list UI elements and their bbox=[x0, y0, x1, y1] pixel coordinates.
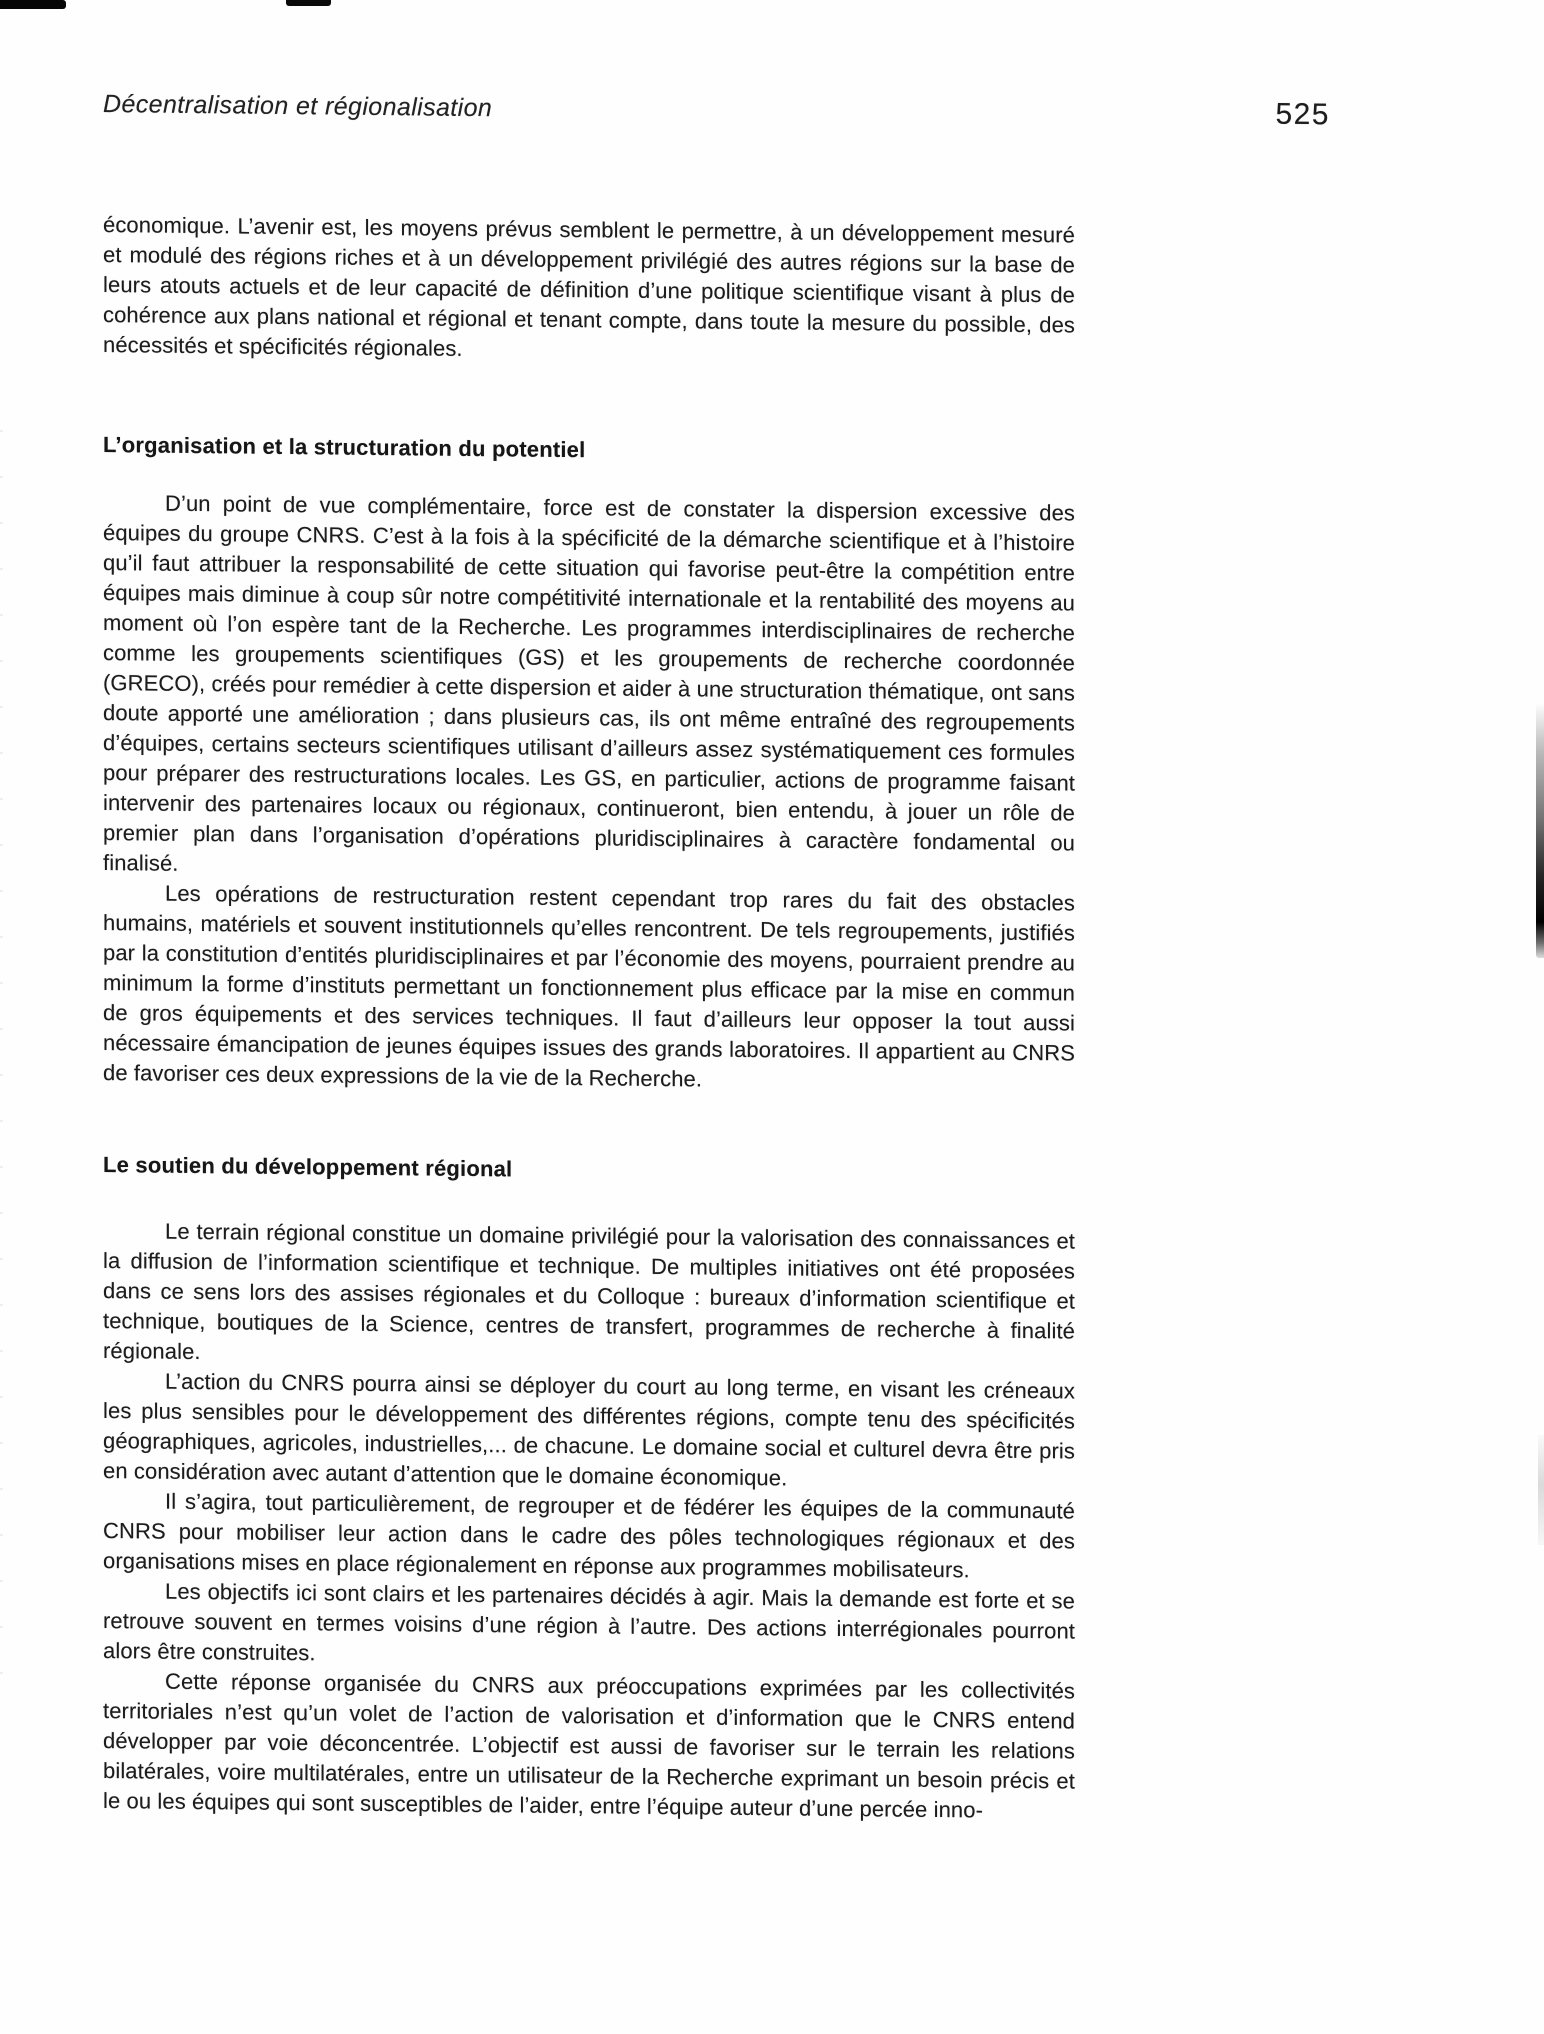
document-body bbox=[103, 210, 1075, 1827]
page-number: 525 bbox=[1275, 97, 1330, 132]
paragraph-action-du-cnrs: L’action du CNRS pourra ainsi se déployer du court au long terme, en visant les créneaux les plus sensibles pour le développement des différentes régions, compte tenu des spécificités géographiques, agricoles, industrielles,... de chacune. Le domaine social et culturel devra être pris en considération avec autant d’attention que le domaine économique. bbox=[103, 1368, 1075, 1491]
scan-artifact-right-edge-strip bbox=[1536, 703, 1544, 958]
scan-artifact-top-left-bar bbox=[0, 0, 66, 9]
running-title: Décentralisation et régionalisation bbox=[103, 90, 493, 123]
scan-artifact-right-edge-faint bbox=[1538, 1435, 1544, 1545]
paragraph-objectifs-clairs: Les objectifs ici sont clairs et les partenaires décidés à agir. Mais la demande est forte et se retrouve souvent en termes voisins d’une région à l’autre. Des actions interrégionales pourront alors être construites. bbox=[103, 1578, 1075, 1666]
paragraph-dispersion-des-equipes: D’un point de vue complémentaire, force est de constater la dispersion excessive des équipes du groupe CNRS. C’est à la fois à la spécificité de la démarche scientifique et à l’histoire qu’il faut attribuer la responsabilité de cette situation qui favorise peut-être la compétition entre équipes mais diminue à coup sûr notre compétitivité internationale et la rentabilité des moyens au moment où l’on espère tant de la Recherche. Les programmes interdisciplinaires de recherche comme les groupements scientifiques (GS) et les groupements de recherche coordonnée (GRECO), créés pour remédier à cette dispersion et aider à une structuration thématique, ont sans doute apporté une amélioration ; dans plusieurs cas, ils ont même entraîné des regroupements d’équipes, certains secteurs scientifiques utilisant d’ailleurs assez systématiquement ces formules pour préparer des restructurations locales. Les GS, en particulier, actions de programme faisant intervenir des partenaires locaux ou régionaux, continueront, bien entendu, à jouer un rôle de premier plan dans l’organisation d’opérations pluridisciplinaires à caractère fondamental ou finalisé. bbox=[103, 490, 1075, 876]
section-heading-organisation: L’organisation et la structuration du potentiel bbox=[103, 432, 586, 463]
section-heading-soutien-regional: Le soutien du développement régional bbox=[103, 1152, 513, 1182]
paragraph-operations-de-restructuration: Les opérations de restructuration restent cependant trop rares du fait des obstacles humains, matériels et souvent institutionnels qu’elles rencontrent. De tels regroupements, justifiés par la constitution d’entités pluridisciplinaires et par l’économie des moyens, pourraient prendre au minimum la forme d’instituts permettant un fonctionnement plus efficace par la mise en commun de gros équipements et des services techniques. Il faut d’ailleurs leur opposer la tout aussi nécessaire émancipation de jeunes équipes issues des grands laboratoires. Il appartient au CNRS de favoriser ces deux expressions de la vie de la Recherche. bbox=[103, 880, 1075, 1092]
paragraph-federer-les-equipes: Il s’agira, tout particulièrement, de regrouper et de fédérer les équipes de la communauté CNRS pour mobiliser leur action dans le cadre des pôles technologiques régionaux et des organisations mises en place régionalement en réponse aux programmes mobilisateurs. bbox=[103, 1488, 1075, 1583]
page-content-area bbox=[103, 85, 1330, 1829]
paragraph-terrain-regional: Le terrain régional constitue un domaine privilégié pour la valorisation des connaissances et la diffusion de l’information scientifique et technique. De multiples initiatives ont été proposées dans ce sens lors des assises régionales et du Colloque : bureaux d’information scientifique et technique, boutiques de la Science, centres de transfert, programmes de recherche à finalité régionale. bbox=[103, 1218, 1075, 1365]
scan-artifact-left-edge-speckle bbox=[0, 430, 3, 1710]
paragraph-reponse-organisee: Cette réponse organisée du CNRS aux préoccupations exprimées par les collectivités territoriales n’est qu’un volet de l’action de valorisation et d’information que le CNRS entend développer par voie déconcentrée. L’objectif est aussi de favoriser sur le terrain les relations bilatérales, voire multilatérales, entre un utilisateur de la Recherche exprimant un besoin précis et le ou les équipes qui sont susceptibles de l’aider, entre l’équipe auteur d’une percée inno- bbox=[103, 1668, 1075, 1823]
page-header bbox=[103, 85, 1330, 132]
scan-artifact-top-mid-bar bbox=[286, 0, 331, 6]
paragraph-continued-from-previous-page: économique. L’avenir est, les moyens prévus semblent le permettre, à un développement mesuré et modulé des régions riches et à un développement privilégié des autres régions sur la base de leurs atouts actuels et de leur capacité de définition d’une politique scientifique visant à plus de cohérence aux plans national et régional et tenant compte, dans toute la mesure du possible, des nécessités et spécificités régionales. bbox=[103, 212, 1075, 361]
